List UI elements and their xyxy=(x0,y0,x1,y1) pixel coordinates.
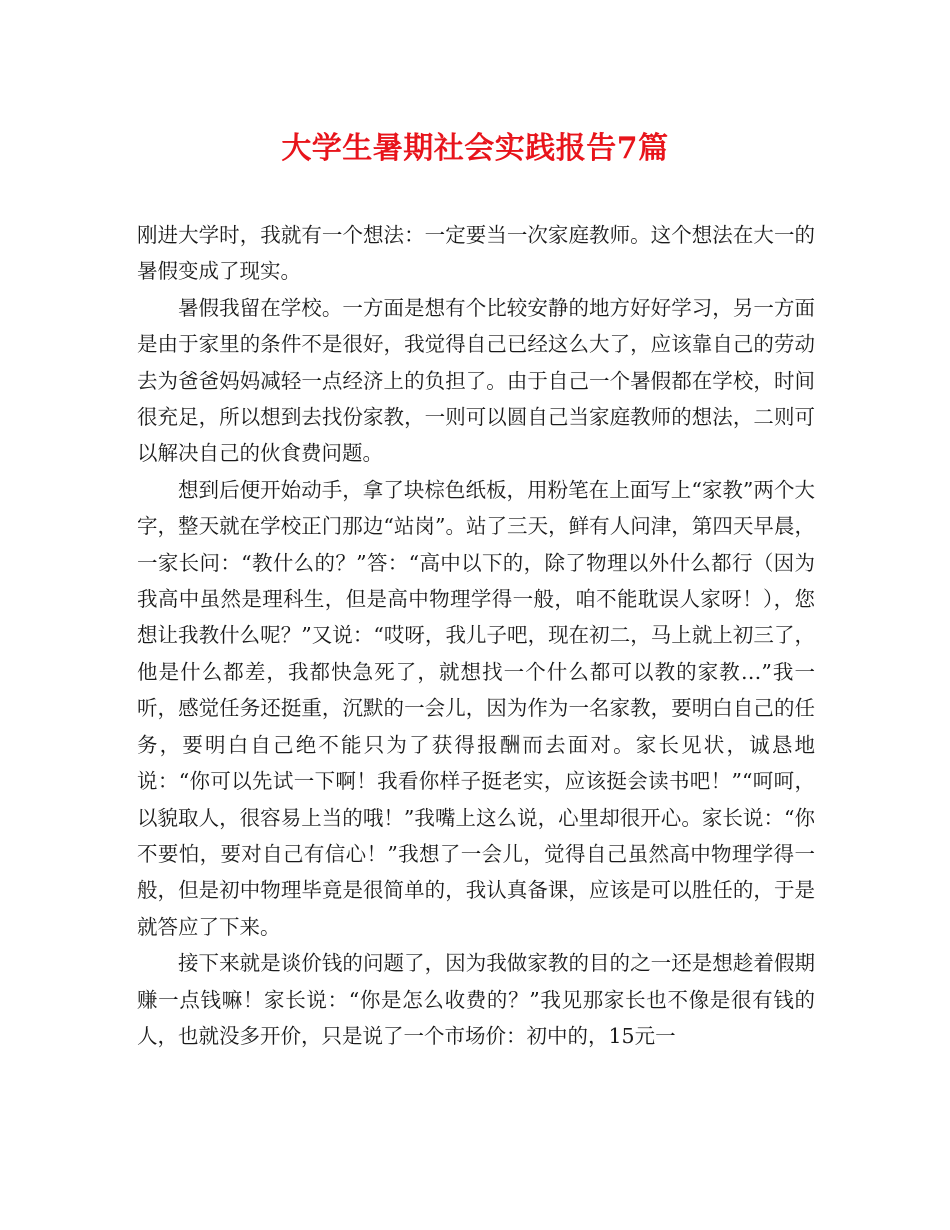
paragraph-4: 接下来就是谈价钱的问题了，因为我做家教的目的之一还是想趁着假期赚一点钱嘛！家长说：“你是怎么收费的？”我见那家长也不像是很有钱的人，也就没多开价，只是说了一个市场价：初中的，15元一 xyxy=(137,951,815,1048)
paragraph-2: 暑假我留在学校。一方面是想有个比较安静的地方好好学习，另一方面是由于家里的条件不是很好，我觉得自己已经这么大了，应该靠自己的劳动去为爸爸妈妈减轻一点经济上的负担了。由于自己一个暑假都在学校，时间很充足，所以想到去找份家教，一则可以圆自己当家庭教师的想法，二则可以解决自己的伙食费问题。 xyxy=(137,295,815,466)
paragraph-1: 刚进大学时，我就有一个想法：一定要当一次家庭教师。这个想法在大一的暑假变成了现实。 xyxy=(137,223,815,284)
paragraph-3: 想到后便开始动手，拿了块棕色纸板，用粉笔在上面写上“家教”两个大字，整天就在学校正门那边“站岗”。站了三天，鲜有人问津，第四天早晨，一家长问：“教什么的？”答：“高中以下的，除了物理以外什么都行（因为我高中虽然是理科生，但是高中物理学得一般，咱不能耽误人家呀！），您想让我教什么呢？”又说：“哎呀，我儿子吧，现在初二，马上就上初三了，他是什么都差，我都快急死了，就想找一个什么都可以教的家教…”我一听，感觉任务还挺重，沉默的一会儿，因为作为一名家教，要明白自己的任务，要明白自己绝不能只为了获得报酬而去面对。家长见状，诚恳地说：“你可以先试一下啊！我看你样子挺老实，应该挺会读书吧！”“呵呵，以貌取人，很容易上当的哦！”我嘴上这么说，心里却很开心。家长说：“你不要怕，要对自己有信心！”我想了一会儿，觉得自己虽然高中物理学得一般，但是初中物理毕竟是很简单的，我认真备课，应该是可以胜任的，于是就答应了下来。 xyxy=(137,477,815,939)
document-title: 大学生暑期社会实践报告7篇 xyxy=(281,131,669,166)
document-body xyxy=(137,217,815,1054)
